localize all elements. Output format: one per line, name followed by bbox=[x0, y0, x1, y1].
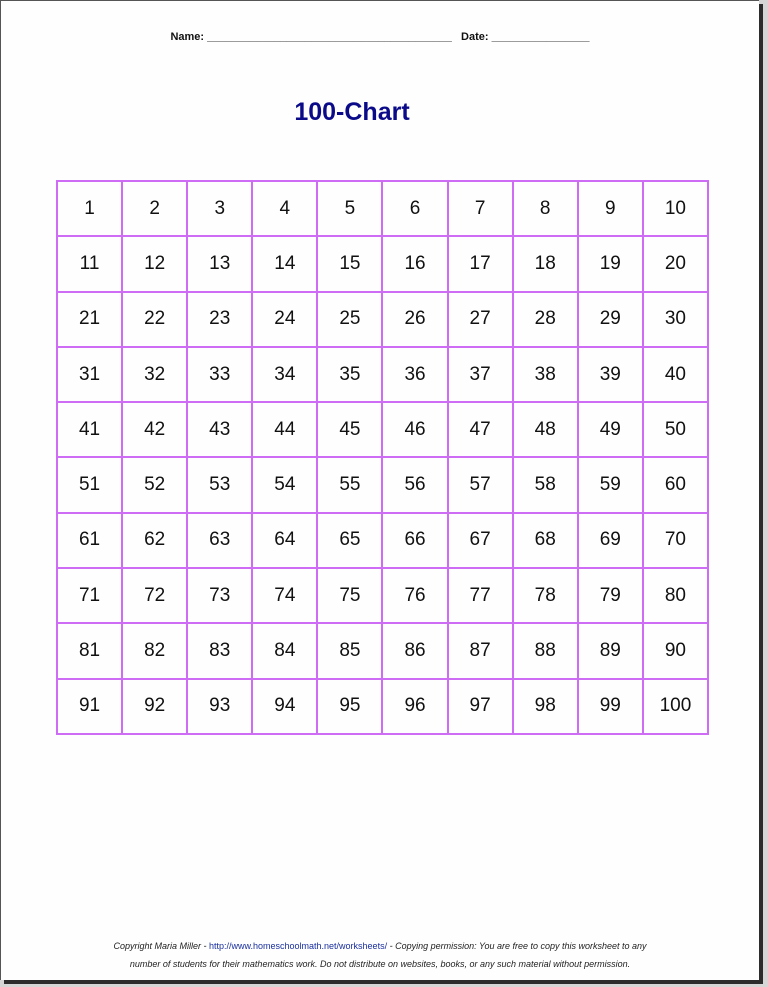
grid-cell: 69 bbox=[578, 513, 643, 568]
grid-cell: 85 bbox=[317, 623, 382, 678]
grid-cell: 71 bbox=[57, 568, 122, 623]
name-date-header bbox=[1, 31, 759, 43]
grid-cell: 92 bbox=[122, 679, 187, 734]
grid-cell: 59 bbox=[578, 457, 643, 512]
grid-cell: 22 bbox=[122, 292, 187, 347]
grid-row bbox=[57, 402, 708, 457]
grid-cell: 95 bbox=[317, 679, 382, 734]
grid-cell: 44 bbox=[252, 402, 317, 457]
grid-cell: 23 bbox=[187, 292, 252, 347]
grid-cell: 56 bbox=[382, 457, 447, 512]
grid-cell: 74 bbox=[252, 568, 317, 623]
footer-permission: number of students for their mathematics work. Do not distribute on websites, books, or any such material without permission. bbox=[129, 959, 631, 969]
name-line: ________________________________________ bbox=[207, 31, 452, 43]
grid-cell: 10 bbox=[643, 181, 708, 236]
grid-cell: 96 bbox=[382, 679, 447, 734]
grid-cell: 93 bbox=[187, 679, 252, 734]
grid-cell: 68 bbox=[513, 513, 578, 568]
grid-cell: 6 bbox=[382, 181, 447, 236]
grid-cell: 48 bbox=[513, 402, 578, 457]
grid-cell: 60 bbox=[643, 457, 708, 512]
grid-cell: 77 bbox=[448, 568, 513, 623]
grid-cell: 33 bbox=[187, 347, 252, 402]
grid-cell: 43 bbox=[187, 402, 252, 457]
grid-cell: 11 bbox=[57, 236, 122, 291]
footer-suffix: - Copying permission: You are free to copy this worksheet to any bbox=[387, 941, 647, 951]
grid-cell: 66 bbox=[382, 513, 447, 568]
grid-cell: 76 bbox=[382, 568, 447, 623]
grid-cell: 67 bbox=[448, 513, 513, 568]
grid-cell: 9 bbox=[578, 181, 643, 236]
grid-cell: 98 bbox=[513, 679, 578, 734]
grid-cell: 72 bbox=[122, 568, 187, 623]
grid-cell: 21 bbox=[57, 292, 122, 347]
grid-cell: 78 bbox=[513, 568, 578, 623]
grid-cell: 86 bbox=[382, 623, 447, 678]
hundred-chart-grid bbox=[56, 180, 709, 735]
grid-cell: 55 bbox=[317, 457, 382, 512]
grid-cell: 87 bbox=[448, 623, 513, 678]
grid-cell: 62 bbox=[122, 513, 187, 568]
grid-cell: 46 bbox=[382, 402, 447, 457]
grid-cell: 84 bbox=[252, 623, 317, 678]
grid-cell: 39 bbox=[578, 347, 643, 402]
grid-row bbox=[57, 513, 708, 568]
grid-cell: 70 bbox=[643, 513, 708, 568]
name-label: Name: bbox=[170, 31, 205, 43]
grid-cell: 2 bbox=[122, 181, 187, 236]
grid-cell: 42 bbox=[122, 402, 187, 457]
grid-cell: 100 bbox=[643, 679, 708, 734]
grid-cell: 79 bbox=[578, 568, 643, 623]
grid-cell: 99 bbox=[578, 679, 643, 734]
grid-cell: 89 bbox=[578, 623, 643, 678]
grid-cell: 50 bbox=[643, 402, 708, 457]
grid-cell: 14 bbox=[252, 236, 317, 291]
grid-cell: 29 bbox=[578, 292, 643, 347]
grid-cell: 90 bbox=[643, 623, 708, 678]
grid-row bbox=[57, 568, 708, 623]
grid-row bbox=[57, 679, 708, 734]
grid-cell: 73 bbox=[187, 568, 252, 623]
grid-cell: 28 bbox=[513, 292, 578, 347]
grid-cell: 51 bbox=[57, 457, 122, 512]
grid-cell: 31 bbox=[57, 347, 122, 402]
grid-cell: 8 bbox=[513, 181, 578, 236]
grid-cell: 63 bbox=[187, 513, 252, 568]
grid-cell: 47 bbox=[448, 402, 513, 457]
footer-link[interactable]: http://www.homeschoolmath.net/worksheets/ bbox=[208, 941, 388, 951]
grid-cell: 36 bbox=[382, 347, 447, 402]
grid-row bbox=[57, 292, 708, 347]
grid-cell: 45 bbox=[317, 402, 382, 457]
grid-cell: 94 bbox=[252, 679, 317, 734]
grid-cell: 80 bbox=[643, 568, 708, 623]
grid-cell: 54 bbox=[252, 457, 317, 512]
date-line: ________________ bbox=[491, 31, 590, 43]
grid-cell: 57 bbox=[448, 457, 513, 512]
footer-copyright bbox=[1, 941, 759, 951]
grid-cell: 53 bbox=[187, 457, 252, 512]
grid-cell: 7 bbox=[448, 181, 513, 236]
grid-cell: 5 bbox=[317, 181, 382, 236]
grid-cell: 91 bbox=[57, 679, 122, 734]
grid-row bbox=[57, 457, 708, 512]
grid-cell: 17 bbox=[448, 236, 513, 291]
page-title: 100-Chart bbox=[294, 98, 410, 126]
grid-cell: 12 bbox=[122, 236, 187, 291]
grid-cell: 25 bbox=[317, 292, 382, 347]
grid-cell: 65 bbox=[317, 513, 382, 568]
grid-cell: 41 bbox=[57, 402, 122, 457]
grid-cell: 40 bbox=[643, 347, 708, 402]
grid-cell: 27 bbox=[448, 292, 513, 347]
grid-cell: 61 bbox=[57, 513, 122, 568]
grid-cell: 52 bbox=[122, 457, 187, 512]
grid-cell: 37 bbox=[448, 347, 513, 402]
footer-prefix: Copyright Maria Miller - bbox=[113, 941, 209, 951]
grid-cell: 97 bbox=[448, 679, 513, 734]
grid-cell: 82 bbox=[122, 623, 187, 678]
grid-cell: 20 bbox=[643, 236, 708, 291]
grid-row bbox=[57, 347, 708, 402]
grid-cell: 3 bbox=[187, 181, 252, 236]
grid-cell: 88 bbox=[513, 623, 578, 678]
grid-cell: 75 bbox=[317, 568, 382, 623]
grid-cell: 38 bbox=[513, 347, 578, 402]
grid-cell: 49 bbox=[578, 402, 643, 457]
grid-cell: 35 bbox=[317, 347, 382, 402]
grid-row bbox=[57, 623, 708, 678]
grid-cell: 4 bbox=[252, 181, 317, 236]
grid-row bbox=[57, 181, 708, 236]
grid-cell: 18 bbox=[513, 236, 578, 291]
grid-cell: 81 bbox=[57, 623, 122, 678]
grid-cell: 15 bbox=[317, 236, 382, 291]
grid-cell: 26 bbox=[382, 292, 447, 347]
grid-row bbox=[57, 236, 708, 291]
grid-cell: 30 bbox=[643, 292, 708, 347]
grid-cell: 1 bbox=[57, 181, 122, 236]
date-label: Date: bbox=[461, 31, 489, 43]
grid-cell: 83 bbox=[187, 623, 252, 678]
grid-cell: 24 bbox=[252, 292, 317, 347]
grid-cell: 32 bbox=[122, 347, 187, 402]
grid-cell: 34 bbox=[252, 347, 317, 402]
grid-cell: 16 bbox=[382, 236, 447, 291]
grid-cell: 58 bbox=[513, 457, 578, 512]
grid-cell: 13 bbox=[187, 236, 252, 291]
grid-cell: 19 bbox=[578, 236, 643, 291]
grid-cell: 64 bbox=[252, 513, 317, 568]
